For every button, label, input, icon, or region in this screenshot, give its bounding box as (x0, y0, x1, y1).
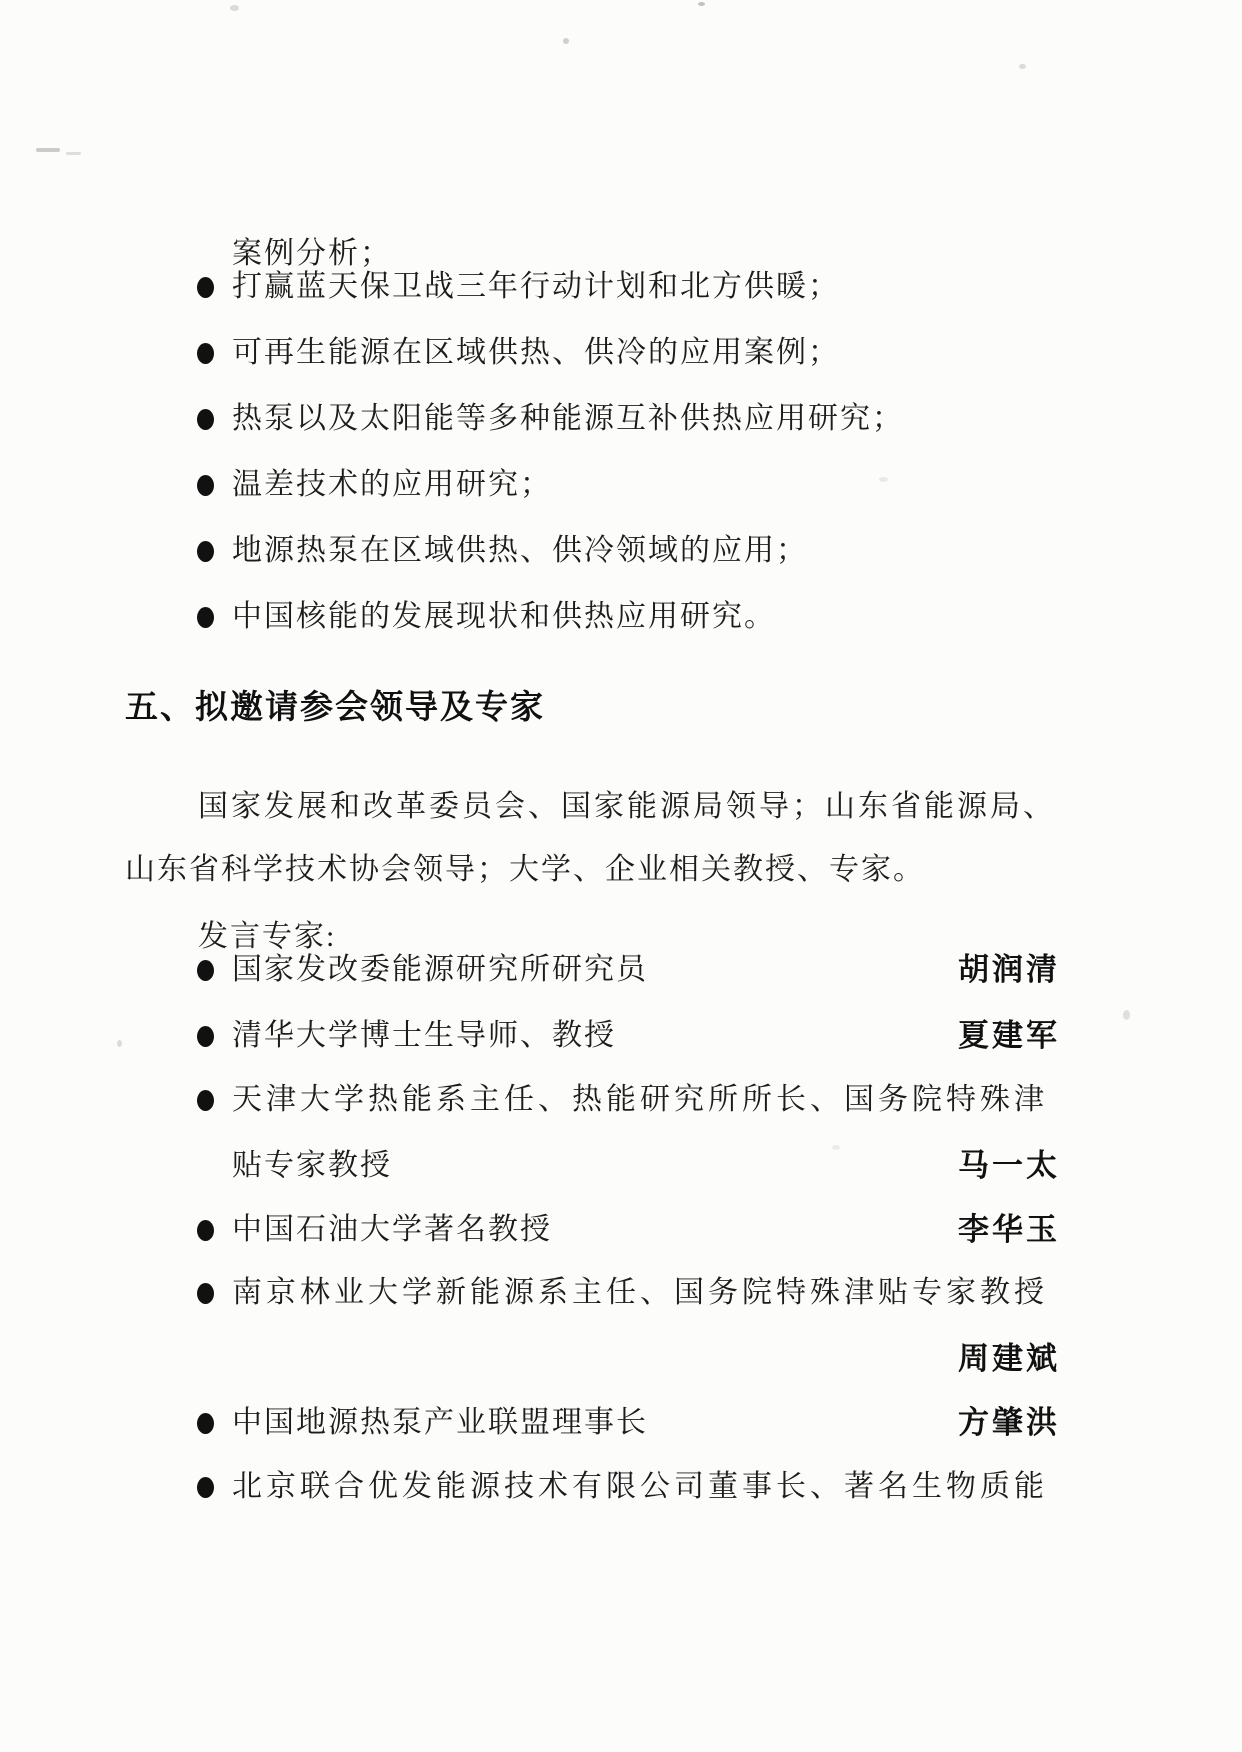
agenda-continuation-line (125, 237, 1060, 271)
speaker-title-line-1: 天津大学热能系主任、热能研究所所长、国务院特殊津 (232, 1083, 1048, 1116)
bullet-icon (197, 409, 214, 430)
speaker-name: 周建斌 (958, 1341, 1060, 1376)
speaker-item-continuation (125, 1149, 1060, 1183)
speaker-title: 清华大学博士生导师、教授 (232, 1019, 616, 1052)
speaker-item (125, 1019, 1060, 1053)
agenda-item-text: 热泵以及太阳能等多种能源互补供热应用研究； (232, 402, 904, 435)
speaker-name: 胡润清 (958, 952, 1060, 987)
speaker-name: 马一太 (958, 1148, 1060, 1183)
speaker-item (125, 953, 1060, 987)
agenda-item-text: 地源热泵在区域供热、供冷领域的应用； (232, 534, 808, 567)
section-intro-line-2: 山东省科学技术协会领导；大学、企业相关教授、专家。 (125, 853, 925, 886)
speaker-title-line-2: 贴专家教授 (232, 1149, 392, 1182)
bullet-icon (197, 475, 214, 496)
bullet-icon (197, 1090, 214, 1111)
bullet-icon (197, 1220, 214, 1241)
agenda-item-text: 温差技术的应用研究； (232, 468, 552, 501)
speaker-item (125, 1213, 1060, 1247)
scan-artifact (36, 148, 60, 152)
speakers-label: 发言专家: (198, 920, 337, 953)
agenda-bullet-item (125, 534, 1060, 568)
speaker-name: 方肇洪 (958, 1405, 1060, 1440)
section-intro-line-1: 国家发展和改革委员会、国家能源局领导；山东省能源局、 (198, 790, 1056, 823)
agenda-item-text: 打赢蓝天保卫战三年行动计划和北方供暖； (232, 270, 840, 303)
bullet-icon (197, 541, 214, 562)
scan-artifact (117, 1040, 122, 1047)
agenda-item-text: 中国核能的发展现状和供热应用研究。 (232, 600, 776, 633)
scan-artifact (66, 152, 81, 155)
agenda-bullet-item (125, 270, 1060, 304)
speaker-item (125, 1083, 1060, 1117)
scan-artifact (1123, 1010, 1130, 1020)
agenda-bullet-item (125, 402, 1060, 436)
section-heading: 五、拟邀请参会领导及专家 (125, 688, 545, 725)
bullet-icon (197, 1026, 214, 1047)
speaker-name: 夏建军 (958, 1018, 1060, 1053)
speaker-title: 中国地源热泵产业联盟理事长 (232, 1406, 648, 1439)
scan-artifact (563, 38, 569, 44)
speaker-title: 中国石油大学著名教授 (232, 1213, 552, 1246)
bullet-icon (197, 960, 214, 981)
agenda-continuation-text: 案例分析； (232, 237, 392, 270)
speaker-item (125, 1276, 1060, 1310)
scan-artifact (230, 5, 239, 11)
bullet-icon (197, 607, 214, 628)
speaker-name: 李华玉 (958, 1212, 1060, 1247)
agenda-item-text: 可再生能源在区域供热、供冷的应用案例； (232, 336, 840, 369)
bullet-icon (197, 1283, 214, 1304)
agenda-bullet-item (125, 336, 1060, 370)
speaker-title: 南京林业大学新能源系主任、国务院特殊津贴专家教授 (232, 1276, 1048, 1309)
bullet-icon (197, 1477, 214, 1498)
speaker-title: 北京联合优发能源技术有限公司董事长、著名生物质能 (232, 1470, 1048, 1503)
speaker-name-line (125, 1342, 1060, 1376)
scan-artifact (1019, 64, 1026, 69)
agenda-bullet-item (125, 600, 1060, 634)
speaker-title: 国家发改委能源研究所研究员 (232, 953, 648, 986)
bullet-icon (197, 343, 214, 364)
scan-artifact (698, 2, 705, 6)
bullet-icon (197, 1413, 214, 1434)
bullet-icon (197, 277, 214, 298)
speaker-item (125, 1406, 1060, 1440)
agenda-bullet-item (125, 468, 1060, 502)
speaker-item (125, 1470, 1060, 1504)
